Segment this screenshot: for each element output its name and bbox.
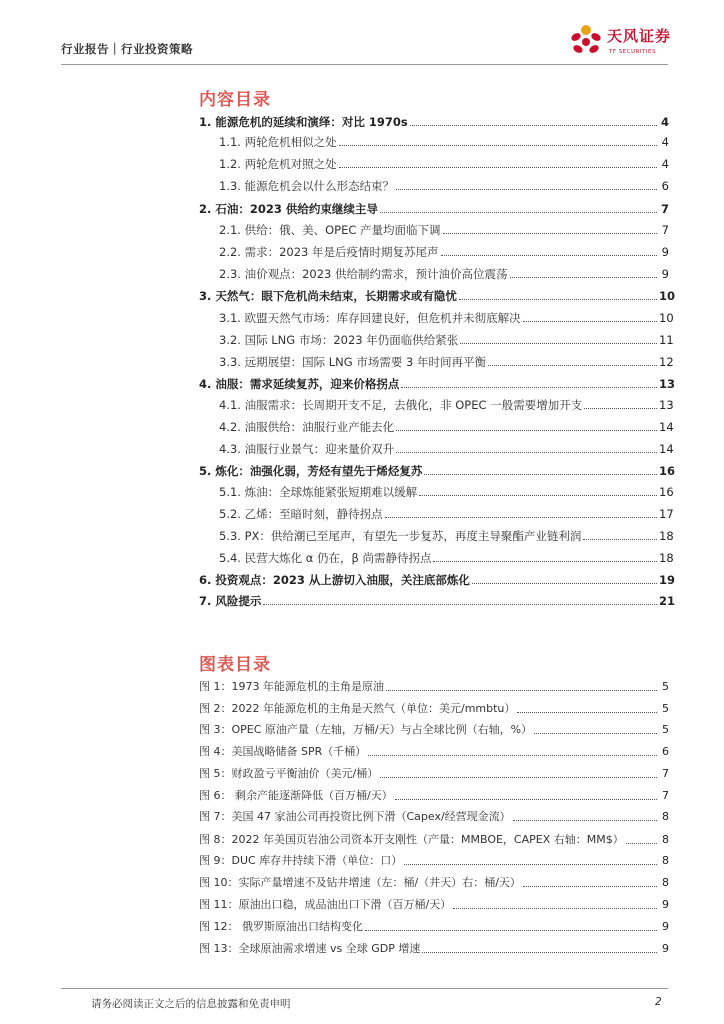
dot-leader [396, 451, 657, 453]
dot-leader [472, 582, 657, 584]
contents-section-row[interactable] [0, 266, 724, 282]
dot-leader [380, 776, 657, 778]
contents-entry-page: 21 [659, 594, 676, 608]
contents-title: 内容目录 [199, 90, 271, 110]
contents-chapter-row[interactable] [0, 572, 724, 588]
figure-entry-row[interactable] [0, 941, 724, 957]
logo-english-name: TF SECURITIES [609, 49, 656, 55]
figure-entry-title: 图 6： 剩余产能逐渐降低（百万桶/天） [199, 789, 393, 802]
figure-entry-page: 8 [662, 854, 669, 867]
contents-section-row[interactable] [0, 397, 724, 413]
contents-entry-page: 18 [659, 551, 674, 565]
figure-entry-title: 图 13：全球原油需求增速 vs 全球 GDP 增速 [199, 942, 421, 955]
dot-leader [510, 276, 657, 278]
contents-entry-page: 12 [659, 355, 674, 369]
figure-entry-row[interactable] [0, 679, 724, 695]
figure-entry-title: 图 1：1973 年能源危机的主角是原油 [199, 680, 384, 693]
figure-entry-row[interactable] [0, 766, 724, 782]
contents-section-row[interactable] [0, 156, 724, 172]
contents-entry-page: 4 [660, 115, 669, 129]
figure-entry-row[interactable] [0, 809, 724, 825]
contents-section-row[interactable] [0, 134, 724, 150]
contents-entry-page: 4 [661, 157, 669, 171]
report-category: 行业报告｜行业投资策略 [61, 42, 193, 56]
contents-entry-title: 1. 能源危机的延续和演绎：对比 1970s [199, 115, 408, 129]
figure-entry-row[interactable] [0, 832, 724, 848]
figure-entry-title: 图 3：OPEC 原油产量（左轴，万桶/天）与占全球比例（右轴，%） [199, 723, 533, 736]
contents-entry-page: 19 [659, 573, 676, 587]
contents-entry-title: 1.2. 两轮危机对照之处 [219, 157, 337, 171]
dot-leader [424, 473, 657, 475]
dot-leader [443, 232, 657, 234]
contents-entry-page: 4 [661, 135, 669, 149]
contents-entry-page: 18 [659, 529, 674, 543]
dot-leader [263, 603, 657, 605]
contents-section-row[interactable] [0, 419, 724, 435]
company-logo [565, 20, 675, 62]
contents-section-row[interactable] [0, 354, 724, 370]
contents-entry-page: 16 [659, 464, 676, 478]
contents-entry-page: 9 [661, 245, 669, 259]
figure-entry-page: 5 [662, 723, 669, 736]
contents-section-row[interactable] [0, 222, 724, 238]
contents-section-row[interactable] [0, 441, 724, 457]
header-divider [61, 64, 668, 65]
contents-entry-title: 1.3. 能源危机会以什么形态结束？ [219, 179, 395, 193]
contents-section-row[interactable] [0, 506, 724, 522]
figure-entry-row[interactable] [0, 875, 724, 891]
contents-entry-title: 5.3. PX：供给潮已至尾声，有望先一步复苏，再度主导聚酯产业链利润 [219, 529, 582, 543]
dot-leader [401, 386, 657, 388]
contents-entry-page: 11 [659, 333, 674, 347]
contents-chapter-row[interactable] [0, 376, 724, 392]
dot-leader [365, 929, 657, 931]
contents-section-row[interactable] [0, 244, 724, 260]
figure-entry-page: 8 [662, 833, 669, 846]
figure-entry-title: 图 7：美国 47 家油公司再投资比例下滑（Capex/经营现金流） [199, 810, 511, 823]
contents-chapter-row[interactable] [0, 593, 724, 609]
contents-entry-page: 6 [661, 179, 669, 193]
dot-leader [404, 863, 657, 865]
dot-leader [339, 166, 657, 168]
contents-section-row[interactable] [0, 550, 724, 566]
dot-leader [396, 429, 657, 431]
figure-entry-title: 图 8：2022 年美国页岩油公司资本开支刚性（产量：MMBOE，CAPEX 右轴：MM$） [199, 833, 624, 846]
contents-entry-title: 2.3. 油价观点：2023 供给制约需求，预计油价高位震荡 [219, 267, 508, 281]
contents-section-row[interactable] [0, 484, 724, 500]
page-number: 2 [655, 996, 662, 1008]
contents-chapter-row[interactable] [0, 201, 724, 217]
dot-leader [517, 711, 657, 713]
figure-entry-title: 图 10：实际产量增速不及钻井增速（左：桶/（井天）右：桶/天） [199, 876, 521, 889]
contents-entry-page: 10 [659, 311, 674, 325]
dot-leader [419, 494, 657, 496]
figure-entry-page: 5 [662, 680, 669, 693]
contents-entry-title: 1.1. 两轮危机相似之处 [219, 135, 337, 149]
contents-entry-page: 7 [660, 202, 669, 216]
dot-leader [395, 798, 657, 800]
figure-entry-page: 7 [662, 789, 669, 802]
dot-leader [385, 516, 657, 518]
contents-entry-title: 3. 天然气：眼下危机尚未结束，长期需求或有隐忧 [199, 289, 457, 303]
figure-entry-page: 5 [662, 702, 669, 715]
figures-title: 图表目录 [199, 655, 271, 675]
dot-leader [453, 907, 657, 909]
contents-entry-page: 14 [659, 420, 674, 434]
dot-leader [380, 211, 657, 213]
dot-leader [459, 298, 657, 300]
figure-entry-title: 图 9：DUC 库存井持续下滑（单位：口） [199, 854, 403, 867]
figure-entry-title: 图 12： 俄罗斯原油出口结构变化 [199, 920, 363, 933]
figure-entry-row[interactable] [0, 722, 724, 738]
contents-entry-page: 13 [659, 398, 674, 412]
dot-leader [441, 254, 657, 256]
dot-leader [422, 951, 657, 953]
contents-entry-title: 2. 石油：2023 供给约束继续主导 [199, 202, 378, 216]
logo-chinese-name: 天风证券 [607, 27, 672, 45]
contents-entry-title: 6. 投资观点：2023 从上游切入油服，关注底部炼化 [199, 573, 470, 587]
contents-entry-title: 3.1. 欧盟天然气市场：库存回建良好，但危机并未彻底解决 [219, 311, 521, 325]
figure-entry-row[interactable] [0, 788, 724, 804]
contents-entry-title: 3.2. 国际 LNG 市场：2023 年仍面临供给紧张 [219, 333, 459, 347]
logo-flower-icon [565, 20, 607, 62]
figure-entry-title: 图 4：美国战略储备 SPR（千桶） [199, 745, 367, 758]
figure-entry-title: 图 2：2022 年能源危机的主角是天然气（单位：美元/mmbtu） [199, 702, 516, 715]
contents-section-row[interactable] [0, 332, 724, 348]
footer-divider [61, 988, 668, 989]
contents-chapter-row[interactable] [0, 114, 724, 130]
contents-entry-title: 4. 油服：需求延续复苏，迎来价格拐点 [199, 377, 400, 391]
figure-entry-page: 7 [662, 767, 669, 780]
contents-entry-page: 17 [659, 507, 674, 521]
contents-entry-title: 5.2. 乙烯：至暗时刻，静待拐点 [219, 507, 383, 521]
dot-leader [368, 754, 657, 756]
contents-entry-page: 16 [659, 485, 674, 499]
figure-entry-page: 8 [662, 876, 669, 889]
figure-entry-row[interactable] [0, 853, 724, 869]
dot-leader [513, 819, 657, 821]
figure-entry-page: 8 [662, 810, 669, 823]
footer-disclaimer: 请务必阅读正文之后的信息披露和免责申明 [91, 998, 291, 1010]
contents-entry-title: 7. 风险提示 [199, 594, 262, 608]
dot-leader [523, 320, 657, 322]
contents-entry-page: 7 [661, 223, 669, 237]
contents-chapter-row[interactable] [0, 288, 724, 304]
dot-leader [433, 560, 657, 562]
contents-section-row[interactable] [0, 528, 724, 544]
contents-entry-title: 4.3. 油服行业景气：迎来量价双升 [219, 442, 395, 456]
figure-entry-page: 9 [662, 920, 669, 933]
contents-section-row[interactable] [0, 310, 724, 326]
figure-entry-row[interactable] [0, 701, 724, 717]
figure-entry-row[interactable] [0, 919, 724, 935]
dot-leader [396, 188, 657, 190]
contents-entry-title: 2.2. 需求：2023 年是后疫情时期复苏尾声 [219, 245, 439, 259]
figure-entry-page: 9 [662, 898, 669, 911]
dot-leader [523, 885, 657, 887]
dot-leader [386, 689, 657, 691]
figure-entry-title: 图 11：原油出口稳，成品油出口下滑（百万桶/天） [199, 898, 452, 911]
dot-leader [460, 342, 657, 344]
contents-section-row[interactable] [0, 178, 724, 194]
figure-entry-row[interactable] [0, 744, 724, 760]
figure-entry-page: 6 [662, 745, 669, 758]
contents-entry-title: 4.1. 油服需求：长周期开支不足，去俄化，非 OPEC 一般需要增加开支 [219, 398, 583, 412]
contents-entry-title: 2.1. 供给：俄、美、OPEC 产量均面临下调 [219, 223, 441, 237]
contents-entry-page: 9 [661, 267, 669, 281]
contents-entry-title: 3.3. 远期展望：国际 LNG 市场需要 3 年时间再平衡 [219, 355, 486, 369]
dot-leader [534, 732, 657, 734]
contents-entry-title: 5.4. 民营大炼化 α 仍在，β 尚需静待拐点 [219, 551, 432, 565]
contents-chapter-row[interactable] [0, 463, 724, 479]
contents-entry-page: 10 [659, 289, 676, 303]
contents-entry-title: 4.2. 油服供给：油服行业产能去化 [219, 420, 395, 434]
dot-leader [410, 124, 657, 126]
dot-leader [583, 538, 657, 540]
contents-entry-page: 14 [659, 442, 674, 456]
dot-leader [339, 144, 657, 146]
dot-leader [584, 407, 657, 409]
contents-entry-page: 13 [659, 377, 676, 391]
contents-entry-title: 5.1. 炼油：全球炼能紧张短期难以缓解 [219, 485, 418, 499]
dot-leader [626, 842, 657, 844]
figure-entry-row[interactable] [0, 897, 724, 913]
figure-entry-page: 9 [662, 942, 669, 955]
dot-leader [488, 364, 657, 366]
contents-entry-title: 5. 炼化：油强化弱，芳烃有望先于烯烃复苏 [199, 464, 423, 478]
figure-entry-title: 图 5：财政盈亏平衡油价（美元/桶） [199, 767, 379, 780]
